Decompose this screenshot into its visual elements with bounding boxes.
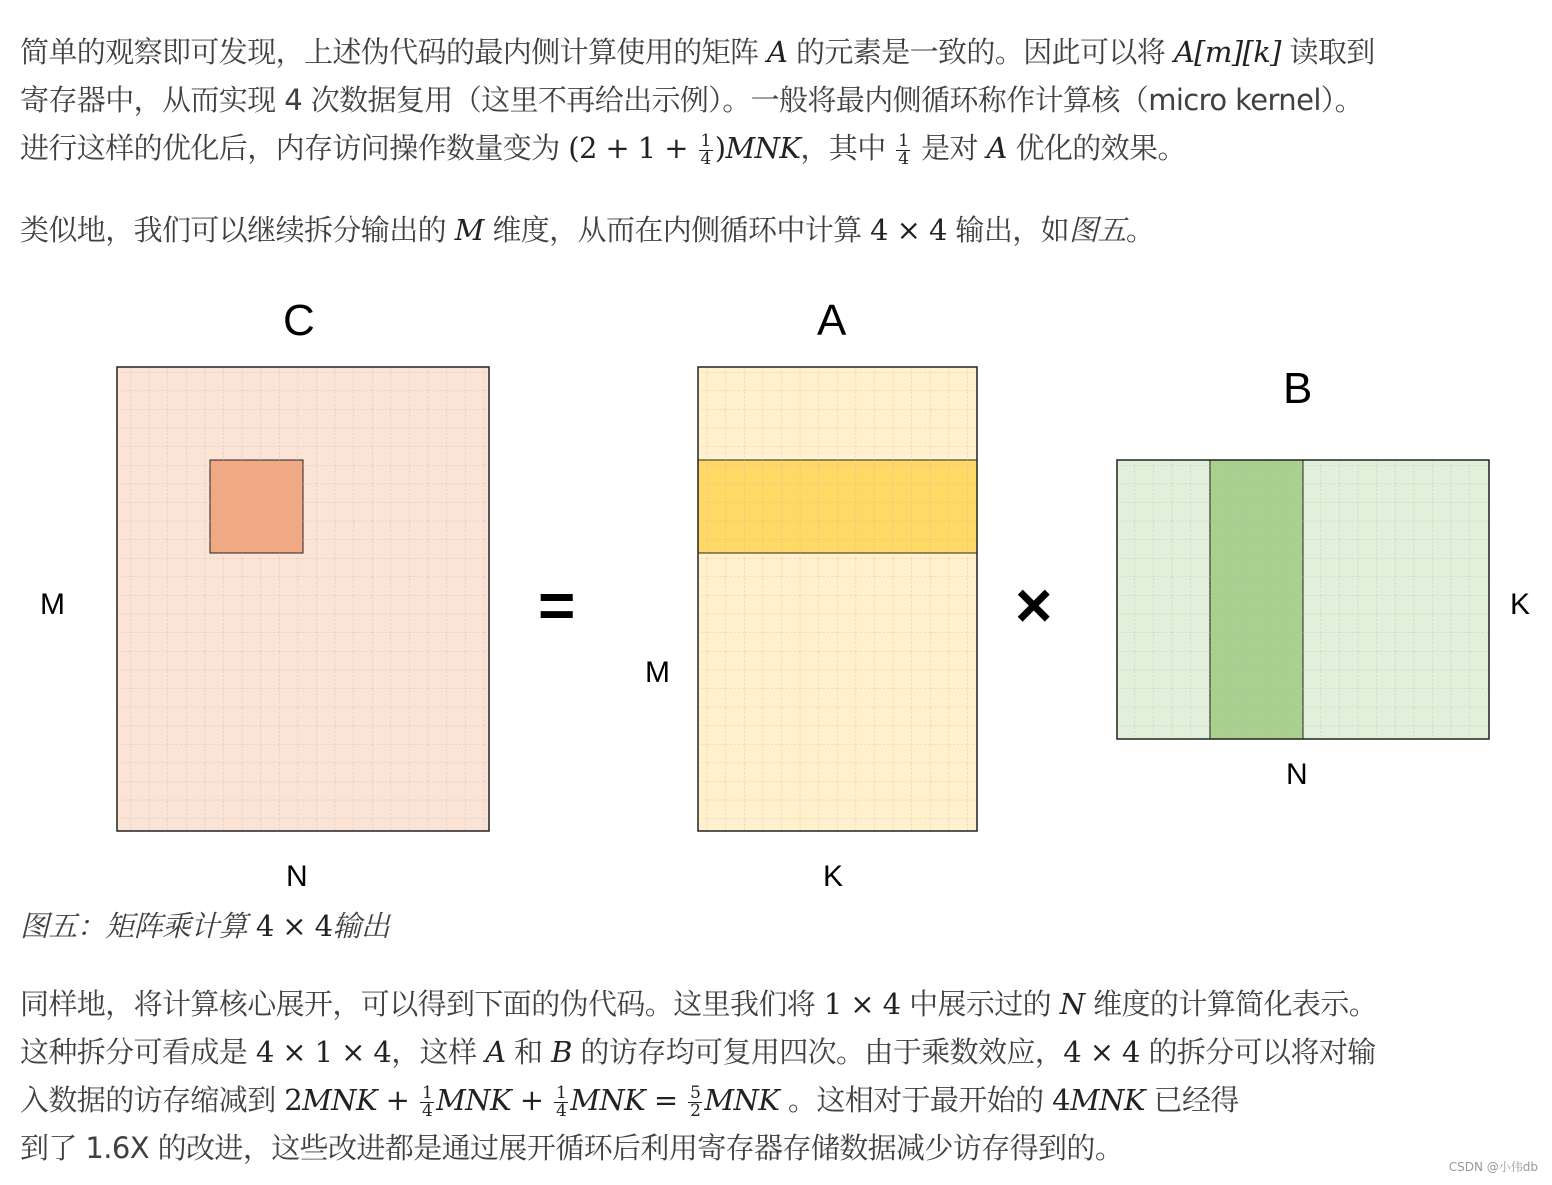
- matrix-B-title: B: [1283, 364, 1313, 413]
- math-mnk: MNK: [1070, 1083, 1145, 1117]
- math-coef: 2: [284, 1083, 303, 1117]
- paragraph-3-line-2: [20, 1028, 1550, 1076]
- paragraph-3-line-4: [20, 1124, 1550, 1172]
- figure-caption: [20, 902, 1550, 950]
- caption-text: 图五：矩阵乘计算: [20, 909, 256, 943]
- text: 寄存器中，从而实现 4 次数据复用（这里不再给出示例）。一般将最内侧循环称作计算核（micro kernel）。: [20, 83, 1364, 117]
- math-expr: 4 × 4: [1063, 1035, 1140, 1069]
- math-expr: 4 × 1 × 4: [255, 1035, 392, 1069]
- frac-den: 4: [700, 148, 711, 169]
- matrix-A: [698, 367, 977, 831]
- text: 这种拆分可看成是: [20, 1035, 256, 1069]
- text: 维度的计算简化表示。: [1084, 987, 1378, 1021]
- matrix-C: [117, 367, 489, 831]
- text: 同样地，将计算核心展开，可以得到下面的伪代码。这里我们将: [20, 987, 824, 1021]
- paragraph-3-line-3: [20, 1076, 1550, 1124]
- frac-num: 5: [690, 1082, 701, 1103]
- math-mnk: MNK: [570, 1083, 646, 1117]
- math-mnk: MNK: [704, 1083, 780, 1117]
- text: ，其中: [800, 131, 895, 165]
- math-expr: 4 × 4: [870, 213, 947, 247]
- matrix-C-col-label: N: [286, 860, 308, 893]
- caption-text: 输出: [332, 909, 390, 943]
- math-M: M: [454, 213, 484, 247]
- paragraph-3-line-1: [20, 980, 1550, 1028]
- fraction: [420, 1082, 434, 1121]
- matrix-C-title: C: [283, 296, 315, 345]
- watermark: CSDN @小伟db: [1448, 1160, 1538, 1174]
- math-mnk: MNK: [436, 1083, 512, 1117]
- math-mnk: MNK: [302, 1083, 378, 1117]
- math-plus: +: [377, 1083, 418, 1117]
- matrix-B-col-label: N: [1286, 758, 1308, 791]
- math-coef: 4: [1052, 1083, 1070, 1117]
- frac-num: 1: [556, 1082, 567, 1103]
- frac-den: 4: [556, 1100, 567, 1121]
- math-mnk: MNK: [725, 131, 801, 165]
- frac-den: 4: [421, 1100, 433, 1121]
- frac-den: 2: [690, 1100, 701, 1121]
- fraction: [688, 1082, 702, 1121]
- math-N: N: [1059, 987, 1085, 1021]
- math-expr: 1 × 4: [823, 987, 901, 1021]
- times-sign: ×: [1015, 569, 1053, 641]
- math-B: B: [551, 1035, 572, 1069]
- matrix-A-row-label: M: [645, 656, 670, 689]
- text: 和: [505, 1035, 552, 1069]
- frac-num: 1: [421, 1082, 433, 1103]
- matrix-A-grid: [698, 367, 977, 831]
- math-plus: +: [511, 1083, 553, 1117]
- text: 的访存均可复用四次。由于乘数效应，: [571, 1035, 1064, 1069]
- matrix-C-row-label: M: [40, 588, 65, 621]
- frac-num: 1: [898, 130, 909, 151]
- math-A: A: [485, 1035, 506, 1069]
- text: 已经得: [1144, 1083, 1239, 1117]
- text: 的元素是一致的。因此可以将: [787, 35, 1174, 69]
- frac-den: 4: [898, 148, 909, 169]
- math-expr: A[m][k]: [1173, 35, 1281, 69]
- text: 输出，如: [946, 213, 1070, 247]
- matrix-A-title: A: [817, 296, 847, 345]
- text: 的拆分可以将对输: [1139, 1035, 1376, 1069]
- math-equals: =: [645, 1083, 687, 1117]
- text: 优化的效果。: [1006, 131, 1186, 165]
- matrix-A-col-label: K: [823, 860, 844, 893]
- matrix-B-row-label: K: [1510, 588, 1531, 621]
- text: 维度，从而在内侧循环中计算: [483, 213, 871, 247]
- matrix-B-grid: [1117, 460, 1489, 739]
- text: 。这相对于最开始的: [779, 1083, 1053, 1117]
- math-close: ): [714, 131, 726, 165]
- text: ，这样: [391, 1035, 486, 1069]
- text: 类似地，我们可以继续拆分输出的: [20, 213, 455, 247]
- text: 到了 1.6X 的改进，这些改进都是通过展开循环后利用寄存器存储数据减少访存得到的。: [20, 1131, 1124, 1165]
- math-A: A: [986, 131, 1007, 165]
- math-A: A: [767, 35, 788, 69]
- text: 中展示过的: [900, 987, 1060, 1021]
- matrix-B: [1117, 460, 1489, 739]
- math-open: (2 + 1 +: [568, 131, 697, 165]
- text: 。: [1125, 213, 1155, 247]
- text: 简单的观察即可发现，上述伪代码的最内侧计算使用的矩阵: [20, 35, 768, 69]
- text: 进行这样的优化后，内存访问操作数量变为: [20, 131, 569, 165]
- caption-math: 4 × 4: [255, 909, 333, 943]
- text: 入数据的访存缩减到: [20, 1083, 285, 1117]
- text: 是对: [912, 131, 987, 165]
- text: 读取到: [1280, 35, 1375, 69]
- equals-sign: =: [538, 569, 576, 641]
- matrix-C-grid: [117, 367, 489, 831]
- figure-ref-link[interactable]: 图五: [1069, 213, 1126, 247]
- fraction: [554, 1082, 568, 1121]
- frac-num: 1: [700, 130, 711, 151]
